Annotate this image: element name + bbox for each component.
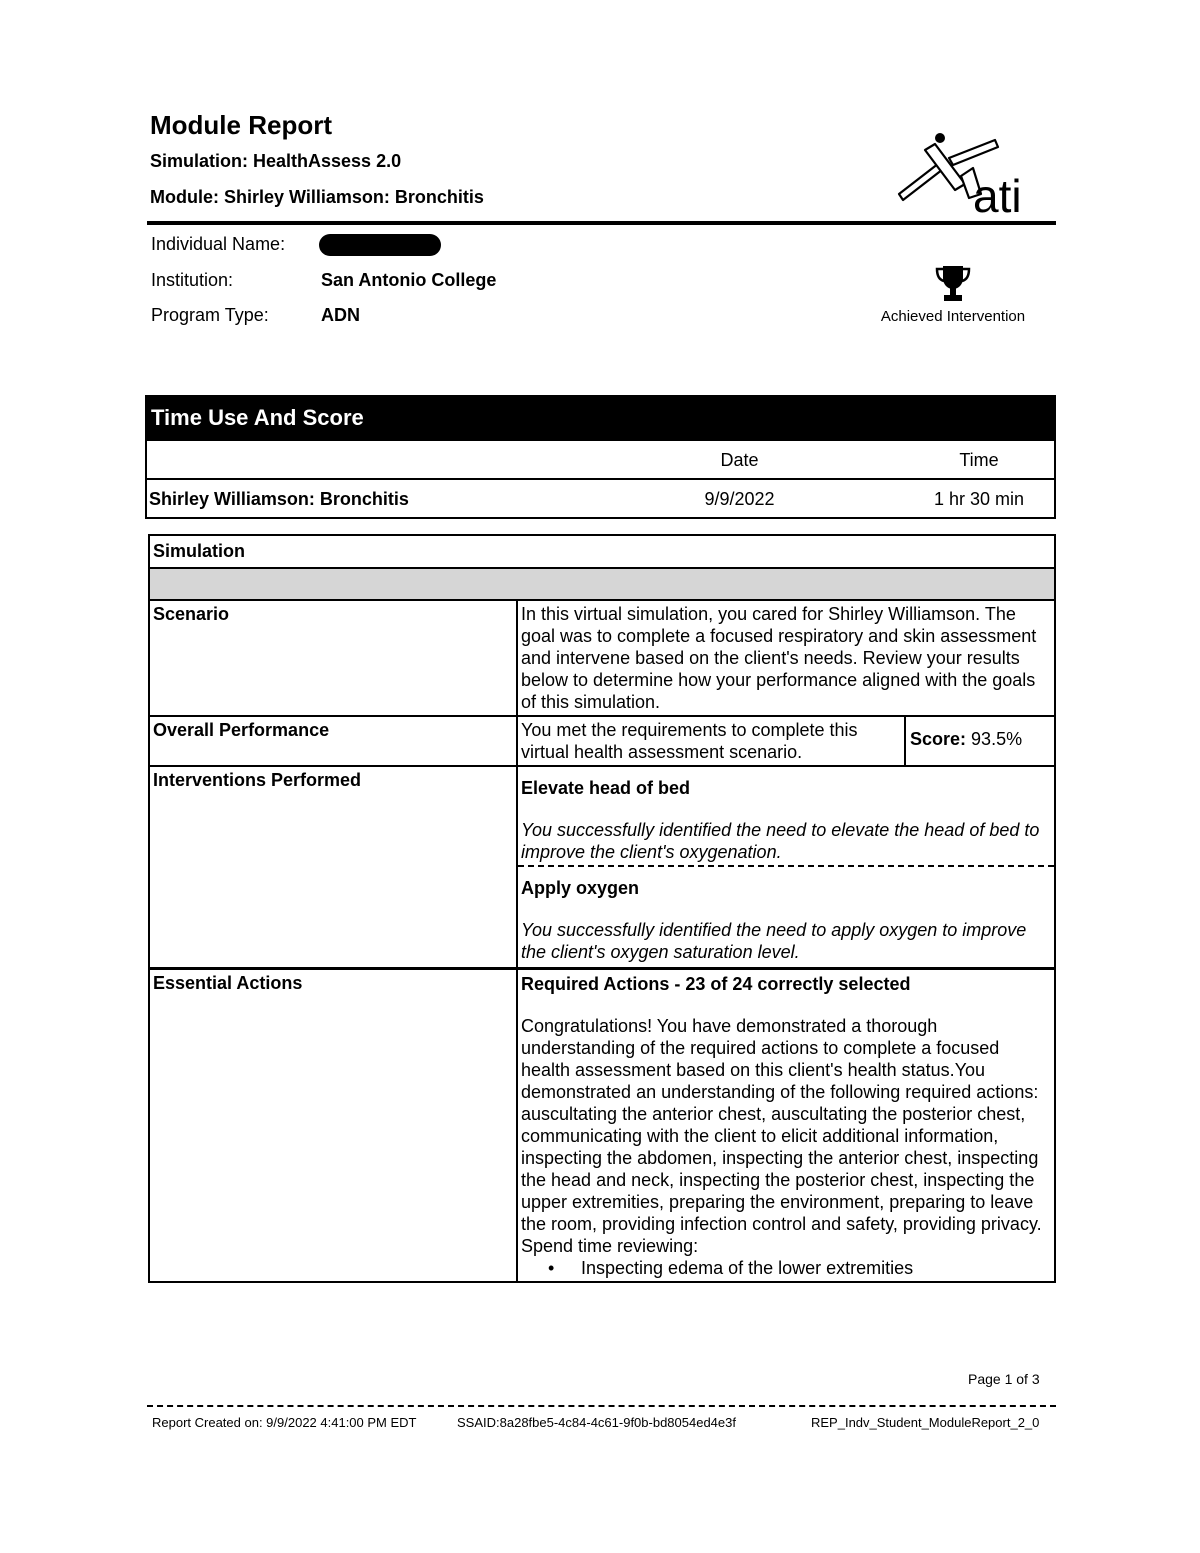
- overall-performance-label: Overall Performance: [150, 717, 518, 765]
- intervention-desc: You successfully identified the need to apply oxygen to improve the client's oxygen saturation level.: [521, 920, 1027, 962]
- program-type-label: Program Type:: [151, 305, 269, 325]
- program-type-value: ADN: [321, 305, 360, 325]
- date-column-header: Date: [720, 450, 759, 470]
- essential-actions-title: Required Actions - 23 of 24 correctly selected: [521, 974, 911, 994]
- time-cell: 1 hr 30 min: [933, 489, 1025, 509]
- institution-label: Institution:: [151, 270, 234, 290]
- score-cell: [906, 717, 1054, 765]
- date-cell: 9/9/2022: [704, 489, 775, 509]
- table-header-row: [147, 439, 1054, 478]
- simulation-name: Simulation: HealthAssess 2.0: [150, 151, 402, 171]
- institution-value: San Antonio College: [321, 270, 497, 290]
- interventions-row: [150, 767, 1054, 969]
- gray-spacer-row: [150, 569, 1054, 601]
- essential-actions-review: Spend time reviewing:: [521, 1236, 699, 1256]
- intervention-desc: You successfully identified the need to elevate the head of bed to improve the client's oxygenation.: [521, 820, 1040, 862]
- scenario-row: [150, 601, 1054, 717]
- module-cell: Shirley Williamson: Bronchitis: [149, 489, 409, 509]
- intervention-item: [518, 867, 1054, 967]
- essential-actions-label: Essential Actions: [150, 970, 518, 1281]
- essential-actions-row: [150, 969, 1054, 1281]
- overall-performance-text: You met the requirements to complete this virtual health assessment scenario.: [518, 717, 906, 765]
- time-use-score-heading: Time Use And Score: [147, 397, 1054, 439]
- intervention-item: [518, 767, 1054, 867]
- footer-divider: [147, 1405, 1056, 1407]
- table-row: [147, 478, 1054, 517]
- review-bullet-item: [521, 1257, 1048, 1279]
- scenario-label: Scenario: [150, 601, 518, 715]
- page-number: Page 1 of 3: [968, 1371, 1040, 1387]
- time-use-score-table: [145, 395, 1056, 519]
- achievement-label: Achieved Intervention: [880, 308, 1026, 325]
- simulation-heading: Simulation: [150, 536, 1054, 569]
- individual-name-label: Individual Name:: [151, 234, 286, 254]
- logo-text: ati: [973, 170, 1022, 216]
- report-id: REP_Indv_Student_ModuleReport_2_0: [811, 1415, 1040, 1430]
- score-value: 93.5%: [971, 729, 1023, 749]
- intervention-title: Elevate head of bed: [521, 778, 691, 798]
- report-created: Report Created on: 9/9/2022 4:41:00 PM EDT: [152, 1415, 417, 1430]
- module-name: Module: Shirley Williamson: Bronchitis: [150, 187, 484, 207]
- header-divider: [147, 221, 1056, 225]
- review-bullet-text: Inspecting edema of the lower extremities: [581, 1258, 914, 1278]
- trophy-icon: [934, 264, 972, 304]
- interventions-label: Interventions Performed: [150, 767, 518, 967]
- redacted-name: [319, 234, 441, 256]
- overall-performance-row: [150, 717, 1054, 767]
- ssaid: SSAID:8a28fbe5-4c84-4c61-9f0b-bd8054ed4e3f: [457, 1415, 736, 1430]
- simulation-table: [148, 534, 1056, 1283]
- ati-logo: [895, 132, 1040, 216]
- intervention-title: Apply oxygen: [521, 878, 640, 898]
- score-label: Score:: [910, 729, 967, 749]
- page-title: Module Report: [150, 110, 332, 140]
- essential-actions-text: Congratulations! You have demonstrated a thorough understanding of the required actions to complete a focused health assessment based on this client's health status.You demonstrated an understanding of the following required actions: auscultating the anterior chest, auscultating the posterior chest, communicating with the client to elicit additional information, inspecting the abdomen, inspecting the anterior chest, inspecting the head and neck, inspecting the posterior chest, inspecting the upper extremities, preparing the environment, preparing to leave the room, providing infection control and safety, providing privacy.: [521, 1016, 1042, 1234]
- time-column-header: Time: [959, 450, 999, 470]
- scenario-text: In this virtual simulation, you cared for Shirley Williamson. The goal was to complete a focused respiratory and skin assessment and intervene based on the client's needs. Review your results below to determine how your performance aligned with the goals of this simulation.: [521, 604, 1037, 712]
